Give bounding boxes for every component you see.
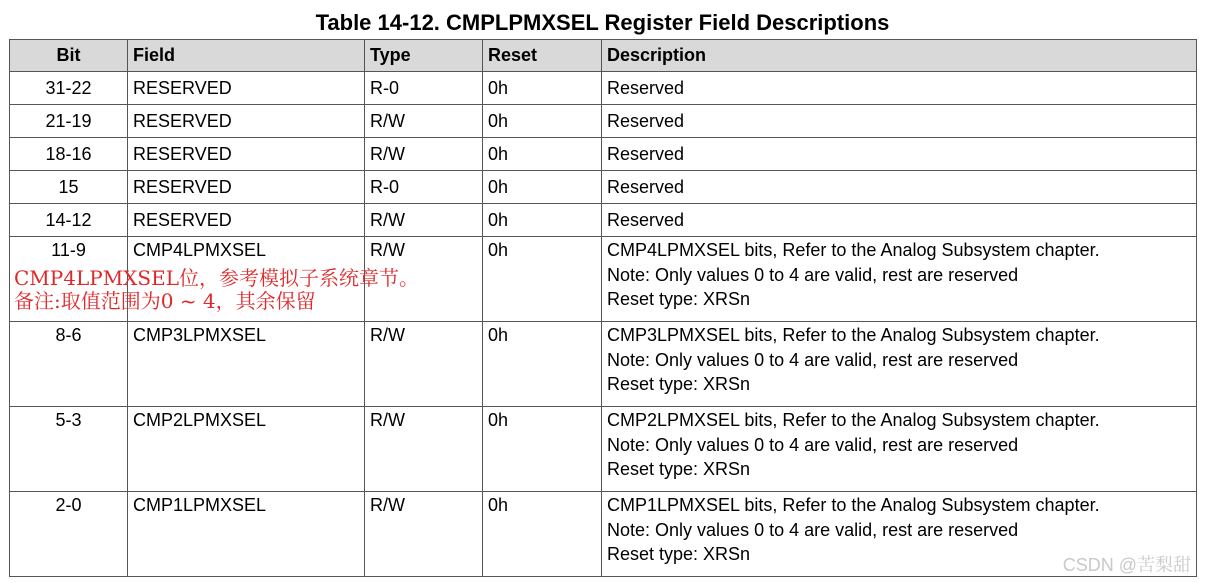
table-row (10, 407, 1197, 492)
reset-cell: 0h (483, 138, 602, 171)
description-cell (602, 105, 1197, 138)
header-bit: Bit (10, 40, 128, 72)
reset-cell: 0h (483, 72, 602, 105)
type-cell: R-0 (365, 72, 483, 105)
reset-cell: 0h (483, 105, 602, 138)
table-row (10, 72, 1197, 105)
header-reset: Reset (483, 40, 602, 72)
description-cell (602, 204, 1197, 237)
description-cell (602, 322, 1197, 407)
bit-cell: 18-16 (10, 138, 128, 171)
reset-cell: 0h (483, 407, 602, 492)
description-cell (602, 407, 1197, 492)
header-description: Description (602, 40, 1197, 72)
description-line: Reset type: XRSn (607, 544, 751, 564)
type-cell: R-0 (365, 171, 483, 204)
description-line: Reserved (607, 210, 685, 230)
description-line: CMP1LPMXSEL bits, Refer to the Analog Subsystem chapter. (607, 495, 1100, 515)
description-line: Reserved (607, 177, 685, 197)
reset-cell: 0h (483, 237, 602, 322)
description-cell (602, 72, 1197, 105)
bit-cell: 8-6 (10, 322, 128, 407)
bit-cell: 14-12 (10, 204, 128, 237)
description-line: Reserved (607, 111, 685, 131)
field-cell: CMP1LPMXSEL (128, 492, 365, 577)
table-header-row (10, 40, 1197, 72)
description-line: Reset type: XRSn (607, 374, 751, 394)
annotation-line-1: CMP4LPMXSEL位，参考模拟子系统章节。 (14, 266, 419, 290)
description-line: CMP2LPMXSEL bits, Refer to the Analog Subsystem chapter. (607, 410, 1100, 430)
bit-cell: 11-9 (10, 237, 128, 322)
description-line: Reserved (607, 144, 685, 164)
description-line: Note: Only values 0 to 4 are valid, rest are reserved (607, 519, 1019, 540)
bit-cell: 31-22 (10, 72, 128, 105)
bit-cell: 21-19 (10, 105, 128, 138)
reset-cell: 0h (483, 322, 602, 407)
bit-cell: 2-0 (10, 492, 128, 577)
bit-cell: 5-3 (10, 407, 128, 492)
reset-cell: 0h (483, 492, 602, 577)
description-cell (602, 237, 1197, 322)
bit-cell: 15 (10, 171, 128, 204)
field-cell: RESERVED (128, 105, 365, 138)
type-cell: R/W (365, 407, 483, 492)
table-title: Table 14-12. CMPLPMXSEL Register Field Descriptions (315, 10, 890, 35)
field-cell: CMP3LPMXSEL (128, 322, 365, 407)
header-field: Field (128, 40, 365, 72)
description-line: Note: Only values 0 to 4 are valid, rest are reserved (607, 264, 1019, 285)
header-type: Type (365, 40, 483, 72)
type-cell: R/W (365, 237, 483, 322)
annotation-line-2: 备注:取值范围为0 ~ 4，其余保留 (14, 289, 316, 313)
field-cell: CMP2LPMXSEL (128, 407, 365, 492)
table-row (10, 492, 1197, 577)
table-body (10, 72, 1197, 577)
reset-cell: 0h (483, 204, 602, 237)
field-cell: RESERVED (128, 171, 365, 204)
description-cell (602, 138, 1197, 171)
description-cell (602, 171, 1197, 204)
type-cell: R/W (365, 492, 483, 577)
reset-cell: 0h (483, 171, 602, 204)
description-line: CMP3LPMXSEL bits, Refer to the Analog Subsystem chapter. (607, 325, 1100, 345)
type-cell: R/W (365, 204, 483, 237)
table-row (10, 204, 1197, 237)
description-line: Note: Only values 0 to 4 are valid, rest are reserved (607, 349, 1019, 370)
type-cell: R/W (365, 138, 483, 171)
field-cell: CMP4LPMXSEL (128, 237, 365, 322)
description-line: CMP4LPMXSEL bits, Refer to the Analog Subsystem chapter. (607, 240, 1100, 260)
field-cell: RESERVED (128, 138, 365, 171)
description-line: Note: Only values 0 to 4 are valid, rest are reserved (607, 434, 1019, 455)
type-cell: R/W (365, 322, 483, 407)
description-line: Reset type: XRSn (607, 289, 751, 309)
table-row (10, 322, 1197, 407)
table-row (10, 138, 1197, 171)
field-cell: RESERVED (128, 204, 365, 237)
type-cell: R/W (365, 105, 483, 138)
watermark: CSDN @苦梨甜 (1062, 555, 1191, 575)
description-line: Reserved (607, 78, 685, 98)
table-row (10, 105, 1197, 138)
table-row (10, 171, 1197, 204)
field-cell: RESERVED (128, 72, 365, 105)
description-line: Reset type: XRSn (607, 459, 751, 479)
